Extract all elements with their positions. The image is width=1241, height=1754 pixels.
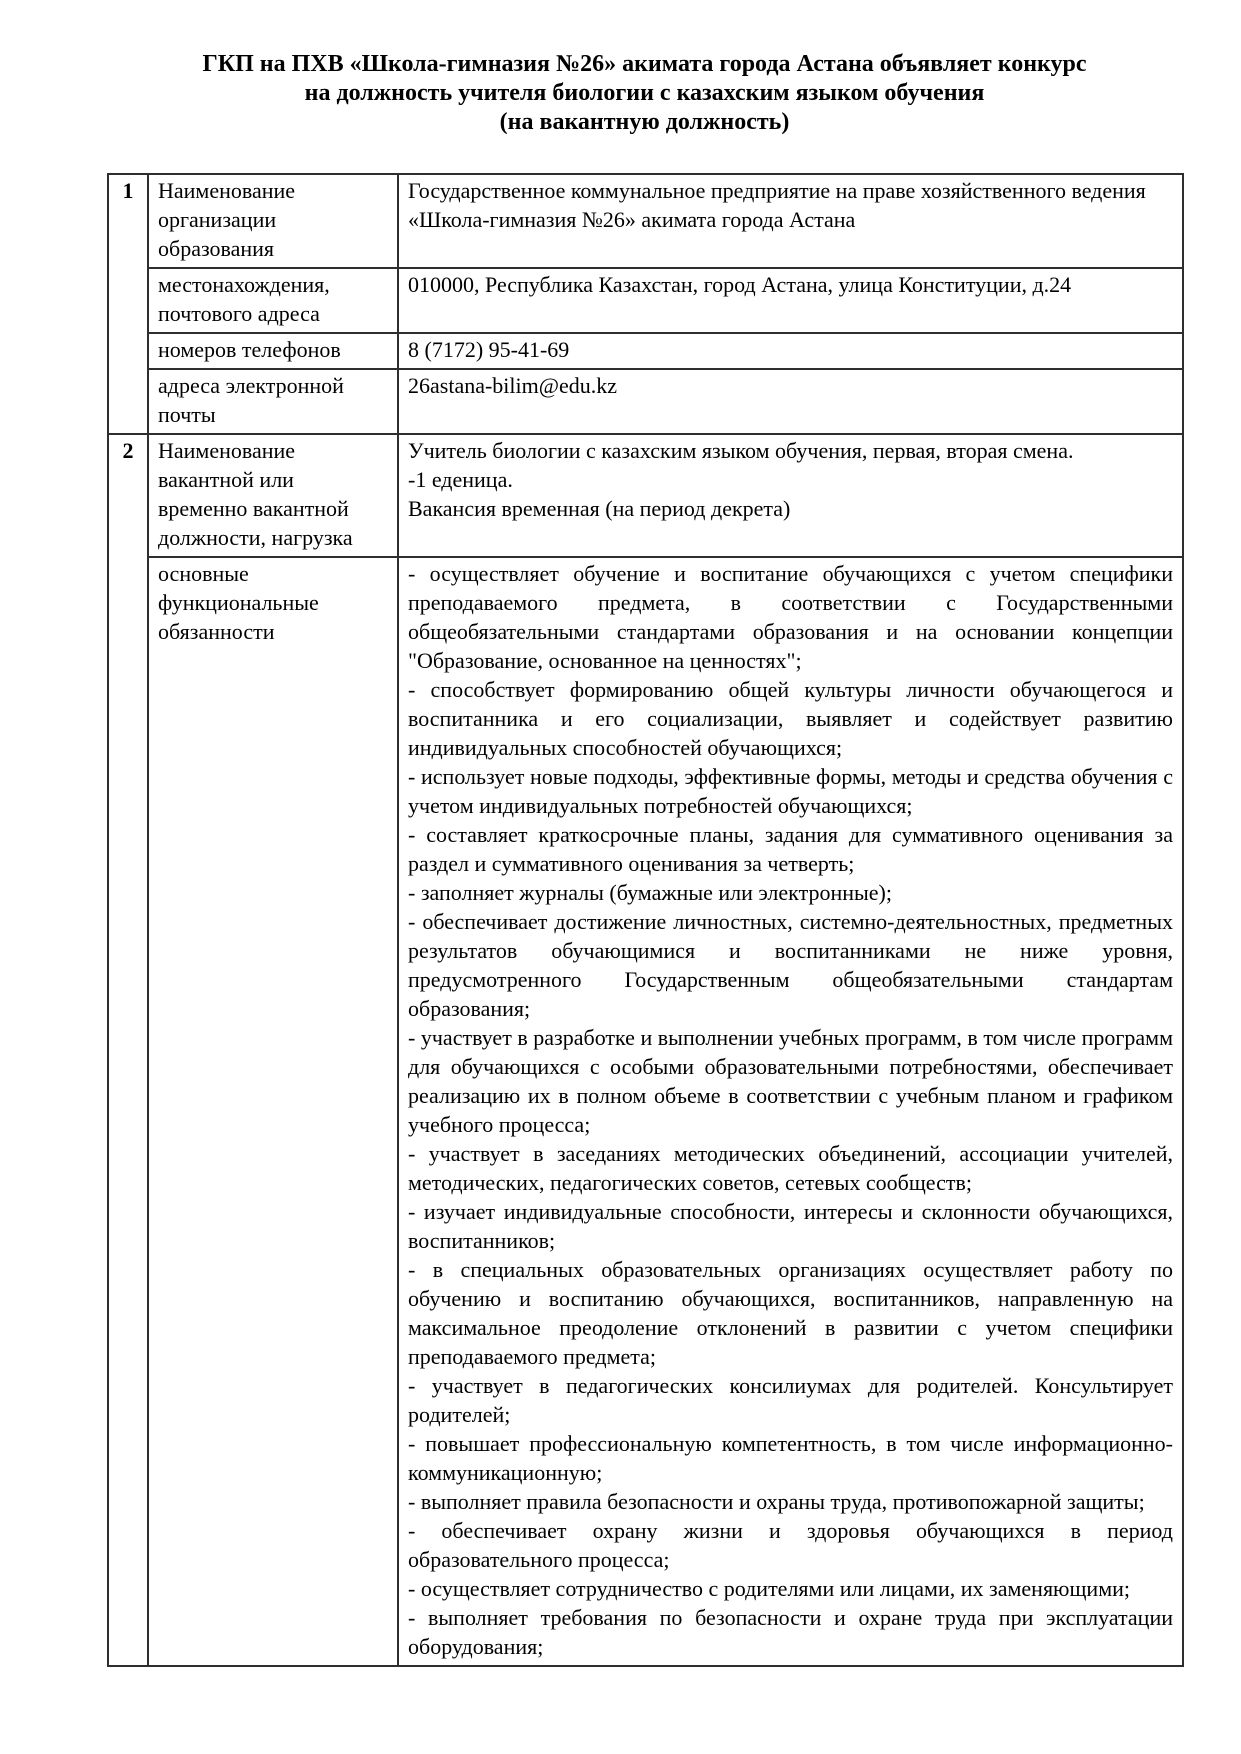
duty-item: - выполняет правила безопасности и охраны труда, противопожарной защиты; (408, 1489, 1145, 1514)
cell-duties (398, 557, 1183, 1666)
address-text: 010000, Республика Казахстан, город Астана, улица Конституции, д.24 (408, 272, 1072, 297)
duty-item: - обеспечивает охрану жизни и здоровья обучающихся в период образовательного процесса; (408, 1518, 1173, 1572)
cell-vacancy (398, 434, 1183, 557)
page-title (107, 50, 1182, 137)
cell-organization-name (398, 174, 1183, 268)
row-number-1: 1 (108, 174, 148, 434)
duty-item: - заполняет журналы (бумажные или электронные); (408, 880, 892, 905)
cell-phone (398, 333, 1183, 369)
table-row (108, 557, 1183, 1666)
duty-item: - выполняет требования по безопасности и охране труда при эксплуатации оборудования; (408, 1605, 1173, 1659)
table-row (108, 174, 1183, 268)
duty-item: - составляет краткосрочные планы, задания для суммативного оценивания за раздел и суммативного оценивания за четверть; (408, 822, 1173, 876)
row-label-duties: основные функциональные обязанности (148, 557, 398, 1666)
title-line-2: на должность учителя биологии с казахским языком обучения (304, 80, 985, 106)
duty-item: - способствует формированию общей культуры личности обучающегося и воспитанника и его социализации, выявляет и содействует развитию индивидуальных способностей обучающихся; (408, 677, 1173, 760)
organization-name-text: Государственное коммунальное предприятие на праве хозяйственного ведения «Школа-гимназия №26» акимата города Астана (408, 178, 1146, 232)
duty-item: - изучает индивидуальные способности, интересы и склонности обучающихся, воспитанников; (408, 1199, 1173, 1253)
announcement-table (107, 173, 1184, 1667)
duty-item: - осуществляет обучение и воспитание обучающихся с учетом специфики преподаваемого предмета, в соответствии с Государственными общеобязательными стандартами образования и на основании концепции "Образование, основанное на ценностях"; (408, 561, 1173, 673)
table-row (108, 268, 1183, 333)
table-row (108, 434, 1183, 557)
table-row (108, 333, 1183, 369)
vacancy-text: -1 еденица. (408, 467, 513, 492)
duty-item: - использует новые подходы, эффективные формы, методы и средства обучения с учетом индивидуальных потребностей обучающихся; (408, 764, 1173, 818)
vacancy-text: Вакансия временная (на период декрета) (408, 496, 791, 521)
duty-item: - участвует в педагогических консилиумах для родителей. Консультирует родителей; (408, 1373, 1173, 1427)
duty-item: - осуществляет сотрудничество с родителями или лицами, их заменяющими; (408, 1576, 1131, 1601)
row-label-organization-name: Наименование организации образования (148, 174, 398, 268)
phone-number-text: 8 (7172) 95-41-69 (408, 337, 570, 362)
duty-item: - в специальных образовательных организациях осуществляет работу по обучению и воспитанию обучающихся, воспитанников, направленную на максимальное преодоление отклонений в развитии с учетом специфики преподаваемого предмета; (408, 1257, 1173, 1369)
duty-item: - обеспечивает достижение личностных, системно-деятельностных, предметных результатов обучающимися и воспитанниками не ниже уровня, предусмотренного Государственным общеобязательными стандартам образования; (408, 909, 1173, 1021)
title-line-3: (на вакантную должность) (499, 109, 790, 135)
email-text: 26astana-bilim@edu.kz (408, 373, 618, 398)
table-row (108, 369, 1183, 434)
row-label-address: местонахождения, почтового адреса (148, 268, 398, 333)
vacancy-text: Учитель биологии с казахским языком обучения, первая, вторая смена. (408, 438, 1074, 463)
duty-item: - участвует в разработке и выполнении учебных программ, в том числе программ для обучающихся с особыми образовательными потребностями, обеспечивает реализацию их в полном объеме в соответствии с учебным планом и графиком учебного процесса; (408, 1025, 1173, 1137)
duty-item: - повышает профессиональную компетентность, в том числе информационно-коммуникационную; (408, 1431, 1173, 1485)
row-label-vacancy: Наименование вакантной или временно вакантной должности, нагрузка (148, 434, 398, 557)
cell-address (398, 268, 1183, 333)
row-label-phone: номеров телефонов (148, 333, 398, 369)
title-line-1: ГКП на ПХВ «Школа-гимназия №26» акимата города Астана объявляет конкурс (202, 51, 1087, 77)
row-label-email: адреса электронной почты (148, 369, 398, 434)
row-number-2: 2 (108, 434, 148, 1666)
cell-email (398, 369, 1183, 434)
duty-item: - участвует в заседаниях методических объединений, ассоциации учителей, методических, педагогических советов, сетевых сообществ; (408, 1141, 1173, 1195)
